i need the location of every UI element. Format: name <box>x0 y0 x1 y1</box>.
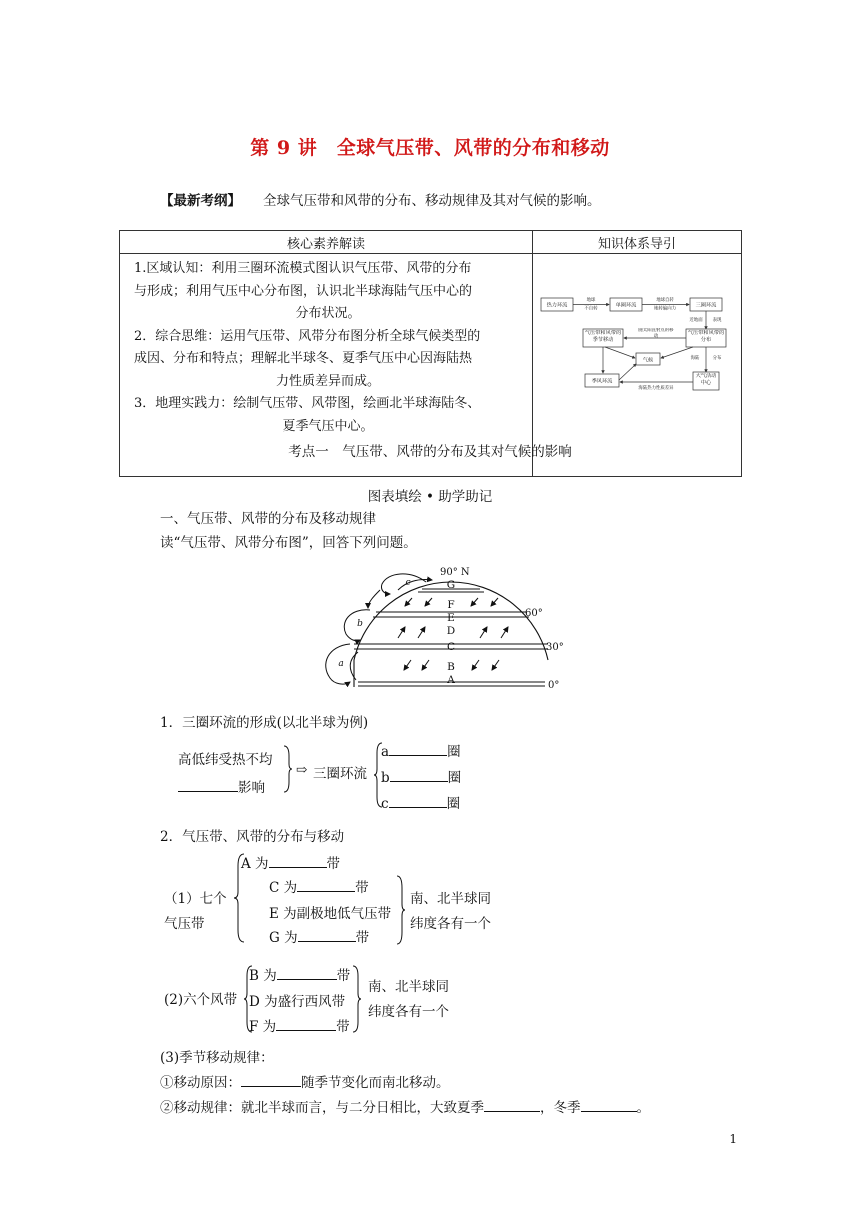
page-number: 1 <box>729 1132 737 1146</box>
arrow2-label-b: 地转偏向力 <box>654 306 676 312</box>
q1-arrow: ⇨ <box>296 762 308 778</box>
q2-p1-g: G 为 带 <box>269 926 369 946</box>
q2-p1-label-1: （1）七个 <box>164 891 227 907</box>
literacy-item-2-l3: 力性质差异而成。 <box>275 373 380 389</box>
q2-p1-c: C 为 带 <box>269 876 369 896</box>
q2-p2-f: F 为 带 <box>249 1015 350 1035</box>
wind-arrow-b1 <box>404 660 411 670</box>
page-title: 第 9 讲 全球气压带、风带的分布和移动 <box>250 137 610 159</box>
q2-p1-a: A 为 带 <box>241 852 340 872</box>
letter-e: E <box>447 612 455 624</box>
q2-p2-note-2: 纬度各有一个 <box>368 1004 449 1020</box>
section-subheading: 图表填绘 • 助学助记 <box>367 489 493 505</box>
lat-60-label: 60° <box>525 608 543 619</box>
literacy-item-2-l1: 2．综合思维：运用气压带、风带分布图分析全球气候类型的 <box>134 328 481 344</box>
lat-0-label: 0° <box>548 680 560 691</box>
col-header-literacy: 核心素养解读 <box>120 231 533 254</box>
wind-arrow-b2 <box>422 660 429 670</box>
letter-a: A <box>447 674 455 686</box>
box-three-text: 三圈环流 <box>695 302 717 309</box>
land-sea-label: 海陆 <box>690 356 700 361</box>
section-heading: 考点一 气压带、风带的分布及其对气候的影响 <box>288 444 572 460</box>
q2-p3-rule: ②移动规律：就北半球而言，与二分日相比，大致夏季 ，冬季 。 <box>160 1096 650 1116</box>
q1-cause-line1: 高低纬受热不均 <box>178 752 273 768</box>
q2-blank-a[interactable] <box>269 853 327 868</box>
q2-blank-reason[interactable] <box>241 1072 301 1087</box>
pressure-wind-belt-figure <box>318 562 568 694</box>
near-ground-label: 近地面 <box>689 318 703 323</box>
q2-p2-note-1: 南、北半球同 <box>368 979 449 995</box>
q2-p2-d: D 为盛行西风带 <box>249 994 346 1010</box>
surface-label: 表现 <box>712 318 722 323</box>
cell-label-b: b <box>357 619 363 629</box>
q1-blank-b[interactable] <box>390 767 448 782</box>
q2-blank-g[interactable] <box>298 927 356 942</box>
literacy-item-3-l1: 3．地理实践力：绘制气压带、风带图，绘画北半球海陆冬、 <box>134 396 481 411</box>
literacy-item-1-l2: 与形成；利用气压中心分布图，认识北半球海陆气压中心的 <box>134 283 473 299</box>
box-thermal-text: 热力环流 <box>546 302 568 309</box>
q2-p1-right-brace <box>396 874 406 946</box>
letter-g: G <box>446 579 456 591</box>
q1-heading: 1．三圈环流的形成(以北半球为例) <box>160 715 369 731</box>
arrow2-label-a: 地球自转 <box>656 298 674 303</box>
q2-blank-winter[interactable] <box>581 1097 637 1112</box>
literacy-item-1-l1: 1.区域认知：利用三圈环流模式图认识气压带、风带的分布 <box>134 261 472 276</box>
read-instruction: 读“气压带、风带分布图”，回答下列问题。 <box>160 535 417 551</box>
wind-arrow-d1 <box>398 627 405 638</box>
q2-p2-label: (2)六个风带 <box>164 992 238 1008</box>
box-season-text: 气压带和风带的季节移动 <box>584 330 622 343</box>
part-one-heading: 一、气压带、风带的分布及移动规律 <box>160 511 376 527</box>
q1-branch-c: c 圈 <box>381 792 460 812</box>
arrow1-label-b: 不自转 <box>584 306 598 312</box>
lat-30-label: 30° <box>546 642 564 653</box>
box-centers-text: 大气活动中心 <box>695 373 717 386</box>
q2-p2-right-brace <box>352 964 362 1034</box>
q2-p3-heading: (3)季节移动规律： <box>160 1050 274 1066</box>
outline-label: 【最新考纲】 <box>160 193 241 209</box>
col-header-knowledge: 知识体系导引 <box>533 231 742 254</box>
wind-arrow-f4 <box>491 598 498 606</box>
q1-blank-cause[interactable] <box>178 777 238 792</box>
q2-p1-label-2: 气压带 <box>164 916 205 932</box>
wind-arrow-b4 <box>492 660 499 670</box>
cell-label-a: a <box>338 659 344 669</box>
letter-b: B <box>447 661 455 673</box>
thermal-diff-label: 海陆热力性质差异 <box>638 386 674 391</box>
q1-cause-line2: 影响 <box>178 776 265 796</box>
q2-heading: 2．气压带、风带的分布与移动 <box>160 829 345 845</box>
q1-branch-b: b 圈 <box>381 766 461 786</box>
cell-c-path <box>381 574 426 594</box>
box-climate-text: 气候 <box>642 357 654 364</box>
wind-arrow-f1 <box>405 598 412 606</box>
q1-right-brace <box>282 744 292 794</box>
wind-arrow-d2 <box>418 627 425 638</box>
exam-outline <box>160 189 601 209</box>
literacy-item-3-l2: 夏季气压中心。 <box>282 418 374 434</box>
cell-label-c: c <box>405 578 411 588</box>
q2-p1-note-2: 纬度各有一个 <box>410 916 491 932</box>
q2-p1-e: E 为副极地低气压带 <box>269 906 392 922</box>
arrow1-label-a: 地球 <box>586 298 596 303</box>
cell-b-top <box>368 590 380 608</box>
q2-blank-summer[interactable] <box>484 1097 540 1112</box>
q1-blank-c[interactable] <box>389 793 447 808</box>
q2-blank-b[interactable] <box>277 965 337 980</box>
letter-d: D <box>446 625 456 637</box>
wind-arrow-f3 <box>471 598 478 606</box>
wind-arrow-f2 <box>425 598 432 606</box>
q1-branch-a: a 圈 <box>381 740 461 760</box>
lat-90-label: 90° N <box>440 567 470 578</box>
box-single-text: 单圈环流 <box>615 302 637 309</box>
literacy-item-1-l3: 分布状况。 <box>295 306 361 321</box>
wind-arrow-d3 <box>480 627 487 638</box>
q2-blank-f[interactable] <box>276 1016 336 1031</box>
outline-text: 全球气压带和风带的分布、移动规律及其对气候的影响。 <box>263 193 601 209</box>
letter-c: C <box>446 641 456 653</box>
wind-arrow-d4 <box>501 627 508 638</box>
q1-result: 三圈环流 <box>313 766 367 782</box>
box-distribution-text: 气压带和风带的分布 <box>687 330 725 343</box>
literacy-item-2-l2: 成因、分布和特点；理解北半球冬、夏季气压中心因海陆热 <box>134 351 473 366</box>
box-monsoon-text: 季风环流 <box>591 378 613 385</box>
sun-shift-label: 随太阳直射点的移动 <box>638 328 674 339</box>
fenbu-label: 分布 <box>712 356 722 361</box>
q2-p3-reason: ①移动原因： 随季节变化而南北移动。 <box>160 1071 450 1091</box>
q1-blank-a[interactable] <box>389 741 447 756</box>
letter-f: F <box>447 599 455 611</box>
wind-arrow-b3 <box>472 660 479 670</box>
q2-p1-note-1: 南、北半球同 <box>410 891 491 907</box>
q2-p2-b: B 为 带 <box>249 964 350 984</box>
q2-blank-c[interactable] <box>297 877 355 892</box>
